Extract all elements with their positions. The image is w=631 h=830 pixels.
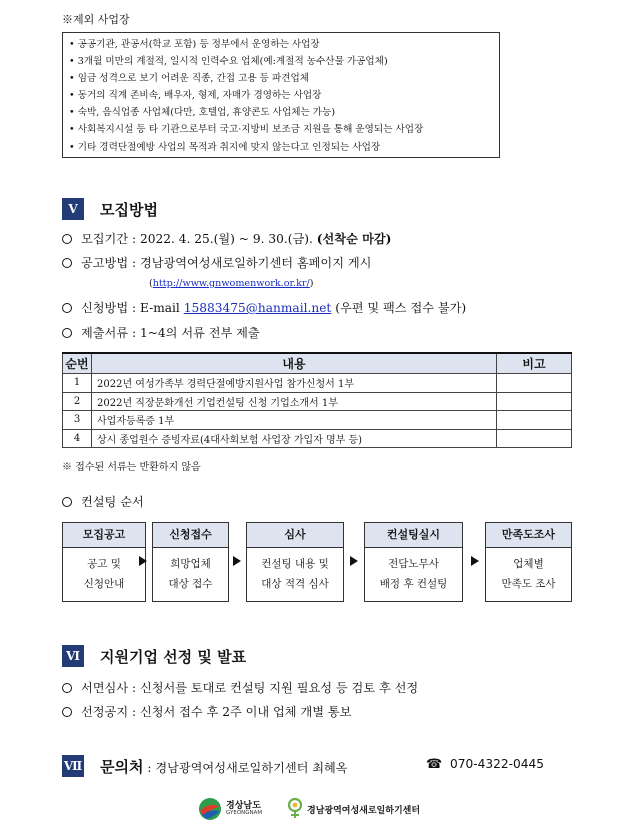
gyeongnam-logo-subtext: GYEONGNAM: [226, 810, 263, 816]
circle-bullet-icon: [62, 328, 72, 338]
table-header-note: 비고: [497, 353, 572, 374]
flow-step-body: 공고 및 신청안내: [83, 558, 125, 590]
section-badge-6: Ⅵ: [62, 645, 84, 667]
list-item: • 3개월 미만의 계절적, 일시적 인력수요 업체(예:계절적 농수산물 가공업체): [69, 56, 388, 68]
flow-step-head: 컨설팅실시: [365, 523, 462, 548]
excluded-list-box: [62, 32, 500, 158]
gyeongnam-logo-text: 경상남도: [226, 801, 261, 811]
triangle-right-icon: [233, 556, 241, 566]
homepage-link[interactable]: http://www.gnwomenwork.or.kr/: [152, 278, 310, 289]
list-item: • 동거의 직계 존비속, 배우자, 형제, 자매가 경영하는 사업장: [69, 90, 322, 102]
return-note: ※ 접수된 서류는 반환하지 않음: [62, 462, 201, 473]
flow-step-body: 컨설팅 내용 및 대상 적격 심사: [261, 558, 329, 590]
table-row: 4 상시 종업원수 증빙자료(4대사회보험 사업장 가입자 명부 등): [63, 429, 572, 448]
flow-step-head: 심사: [247, 523, 343, 548]
circle-bullet-icon: [62, 707, 72, 717]
contact-line: [100, 756, 348, 777]
table-row: 2 2022년 직장문화개선 기업컨설팅 신청 기업소개서 1부: [63, 392, 572, 411]
flow-step-head: 만족도조사: [486, 523, 571, 548]
contact-title: 문의처: [100, 758, 144, 776]
table-header-content: 내용: [92, 353, 497, 374]
flow-step-head: 모집공고: [63, 523, 145, 548]
flow-step-5: [485, 522, 572, 602]
excluded-title: ※제외 사업장: [62, 13, 130, 26]
flow-step-head: 신청접수: [153, 523, 228, 548]
notice-line: 공고방법 : 경남광역여성새로일하기센터 홈페이지 게시: [62, 254, 371, 271]
period-line: 모집기간 : 2022. 4. 25.(월) ~ 9. 30.(금). (선착순 마감): [62, 230, 391, 247]
list-item: • 기타 경력단절예방 사업의 목적과 취지에 맞지 않는다고 인정되는 사업장: [69, 141, 381, 153]
circle-bullet-icon: [62, 683, 72, 693]
circle-bullet-icon: [62, 303, 72, 313]
list-item: • 사회복지시설 등 타 기관으로부터 국고·지방비 보조금 지원을 통해 운영되는 사업장: [69, 124, 424, 136]
flow-step-body: 희망업체 대상 접수: [168, 558, 213, 590]
triangle-right-icon: [471, 556, 479, 566]
women-center-emblem-icon: [285, 797, 305, 819]
contact-person: : 경남광역여성새로일하기센터 최혜옥: [143, 761, 348, 775]
section-badge-5: Ⅴ: [62, 198, 84, 220]
phone-icon: ☎: [426, 757, 443, 772]
phone-number: 070-4322-0445: [449, 757, 545, 771]
flow-step-3: [246, 522, 344, 602]
flow-title-line: 컨설팅 순서: [62, 493, 144, 510]
flow-step-4: [364, 522, 463, 602]
list-item: • 공공기관, 관공서(학교 포함) 등 정부에서 운영하는 사업장: [69, 39, 320, 50]
women-center-logo-text: 경남광역여성새로일하기센터: [307, 806, 421, 816]
section-title-6: 지원기업 선정 및 발표: [100, 648, 247, 666]
email-link[interactable]: 15883475@hanmail.net: [183, 301, 332, 315]
review-line: 서면심사 : 신청서를 토대로 컨설팅 지원 필요성 등 검토 후 선정: [62, 679, 418, 696]
phone-line: [426, 757, 544, 772]
announce-line: 선정공지 : 신청서 접수 후 2주 이내 업체 개별 통보: [62, 703, 351, 720]
flow-step-2: [152, 522, 229, 602]
table-header-row: [63, 353, 572, 374]
flow-step-1: [62, 522, 146, 602]
table-row: 1 2022년 여성가족부 경력단절예방지원사업 참가신청서 1부: [63, 374, 572, 393]
table-header-num: 순번: [63, 353, 92, 374]
apply-line: 신청방법 : E-mail 15883475@hanmail.net (우편 및 팩스 접수 불가): [62, 299, 466, 316]
flow-step-body: 업체별 만족도 조사: [501, 558, 556, 590]
triangle-right-icon: [139, 556, 147, 566]
list-item: • 임금 성격으로 보기 어려운 직종, 간접 고용 등 파견업체: [69, 73, 310, 85]
circle-bullet-icon: [62, 258, 72, 268]
documents-table: [62, 352, 572, 448]
docs-line: 제출서류 : 1~4의 서류 전부 제출: [62, 324, 260, 341]
circle-bullet-icon: [62, 234, 72, 244]
gyeongnam-emblem-icon: [198, 797, 224, 821]
table-row: 3 사업자등록증 1부: [63, 411, 572, 430]
section-badge-7: Ⅶ: [62, 755, 84, 777]
section-title-5: 모집방법: [100, 201, 158, 219]
homepage-url-line: (http://www.gnwomenwork.or.kr/): [149, 278, 314, 289]
list-item: • 숙박, 음식업종 사업체(다만, 호텔업, 휴양콘도 사업체는 가능): [69, 107, 336, 119]
triangle-right-icon: [350, 556, 358, 566]
circle-bullet-icon: [62, 497, 72, 507]
flow-step-body: 전담노무사 배정 후 컨설팅: [379, 558, 448, 590]
